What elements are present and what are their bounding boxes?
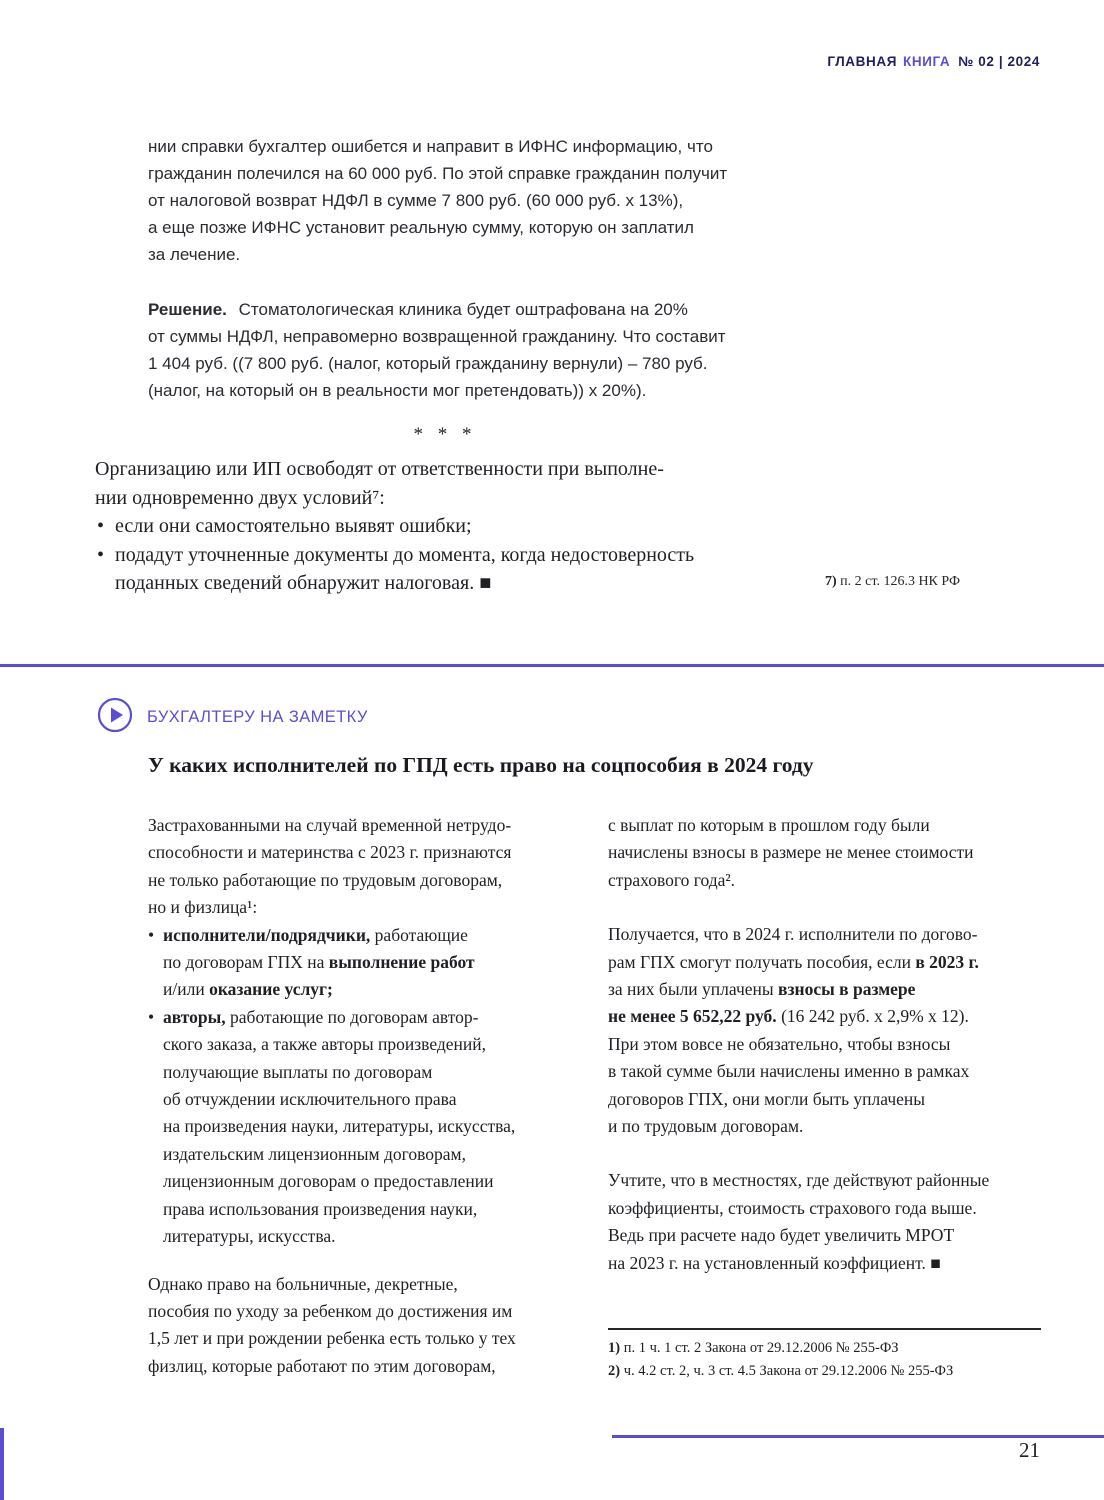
note-section-label: БУХГАЛТЕРУ НА ЗАМЕТКУ bbox=[147, 708, 368, 726]
conditions-list bbox=[95, 512, 800, 598]
bullet-marker: • bbox=[148, 924, 155, 945]
right-column bbox=[608, 812, 1056, 1277]
list-item bbox=[148, 1004, 596, 1251]
bullet-marker: • bbox=[148, 1006, 155, 1027]
left-column bbox=[148, 812, 596, 1380]
insured-persons-list bbox=[148, 922, 596, 1251]
solution-paragraph: Решение. Стоматологическая клиника будет оштрафована на 20% от суммы НДФЛ, неправомерно возвращенной гражданину. Что составит 1 404 руб. ((7 800 руб. (налог, который гражданину вернули) – 780 руб. (налог, на который он в реальности мог претендовать)) х 20%). bbox=[148, 300, 726, 400]
example-continuation bbox=[148, 133, 808, 404]
footnotes-divider bbox=[608, 1328, 1041, 1330]
margin-footnote: 7) п. 2 ст. 126.3 НК РФ bbox=[825, 574, 960, 589]
right-column-paragraph: Учтите, что в местностях, где действуют районные коэффициенты, стоимость страхового года выше. Ведь при расчете надо будет увеличить МРОТ на 2023 г. на установленный коэффициент. ■ bbox=[608, 1170, 990, 1273]
body-text-block bbox=[95, 455, 800, 598]
list-item bbox=[148, 922, 596, 1004]
list-item-text: если они самостоятельно выявят ошибки; bbox=[115, 515, 472, 537]
article-title: У каких исполнителей по ГПД есть право на соцпособия в 2024 году bbox=[148, 753, 814, 777]
right-column-paragraph: Получается, что в 2024 г. исполнители по догово- рам ГПХ смогут получать пособия, если в 2023 г. за них были уплачены взносы в размере не менее 5 652,22 руб. (16 242 руб. х 2,9% х 12). При этом вовсе не обязательно, чтобы взносы в такой сумме были начислены именно в рамках договоров ГПХ, они могли быть уплачены и по трудовым договорам. bbox=[608, 924, 979, 1137]
left-column-paragraph: Однако право на больничные, декретные, пособия по уходу за ребенком до достижения им 1,5 лет и при рождении ребенка есть только у тех физлиц, которые работают по этим договорам, bbox=[148, 1273, 516, 1376]
section-separator-stars: * * * bbox=[413, 424, 477, 445]
body-paragraph: Организацию или ИП освободят от ответственности при выполне- нии одновременно двух условий⁷: bbox=[95, 458, 664, 509]
footnote: 2) ч. 4.2 ст. 2, ч. 3 ст. 4.5 Закона от 29.12.2006 № 255-ФЗ bbox=[608, 1363, 954, 1379]
bullet-marker: • bbox=[97, 543, 105, 566]
section-divider bbox=[0, 664, 1104, 667]
list-item bbox=[95, 512, 800, 541]
list-item-text: авторы, работающие по договорам автор- ского заказа, а также авторы произведений, получающие выплаты по договорам об отчуждении исключительного права на произведения науки, литературы, искусства, издательским лицензионным договорам, лицензионным договорам о предоставлении права использования произведения науки, литературы, искусства. bbox=[163, 1006, 516, 1247]
right-column-paragraph: с выплат по которым в прошлом году были начислены взносы в размере не менее стоимости страхового года². bbox=[608, 815, 974, 890]
left-column-paragraph: Застрахованными на случай временной нетрудо- способности и материнства с 2023 г. признаются не только работающие по трудовым договорам, но и физлица¹: bbox=[148, 815, 512, 918]
page-header bbox=[827, 54, 1040, 69]
list-item-text: подадут уточненные документы до момента, когда недостоверность поданных сведений обнаружит налоговая. ■ bbox=[115, 543, 695, 594]
brand-glavnaya: ГЛАВНАЯ bbox=[827, 54, 898, 69]
footer-left-bar bbox=[0, 1428, 4, 1500]
page-number: 21 bbox=[1019, 1438, 1040, 1462]
list-item bbox=[95, 541, 800, 598]
footnote: 1) п. 1 ч. 1 ст. 2 Закона от 29.12.2006 № 255-ФЗ bbox=[608, 1340, 899, 1356]
play-icon bbox=[97, 697, 133, 733]
bullet-marker: • bbox=[97, 515, 105, 537]
brand-kniga: КНИГА bbox=[903, 54, 951, 69]
list-item-text: исполнители/подрядчики, работающие по договорам ГПХ на выполнение работ и/или оказание услуг; bbox=[163, 924, 475, 1000]
example-paragraph: нии справки бухгалтер ошибется и направит в ИФНС информацию, что гражданин полечился на 60 000 руб. По этой справке гражданин получит от налоговой возврат НДФЛ в сумме 7 800 руб. (60 000 руб. х 13%), а еще позже ИФНС установит реальную сумму, которую он заплатил за лечение. bbox=[148, 137, 728, 264]
issue-number: № 02 | 2024 bbox=[958, 54, 1040, 69]
